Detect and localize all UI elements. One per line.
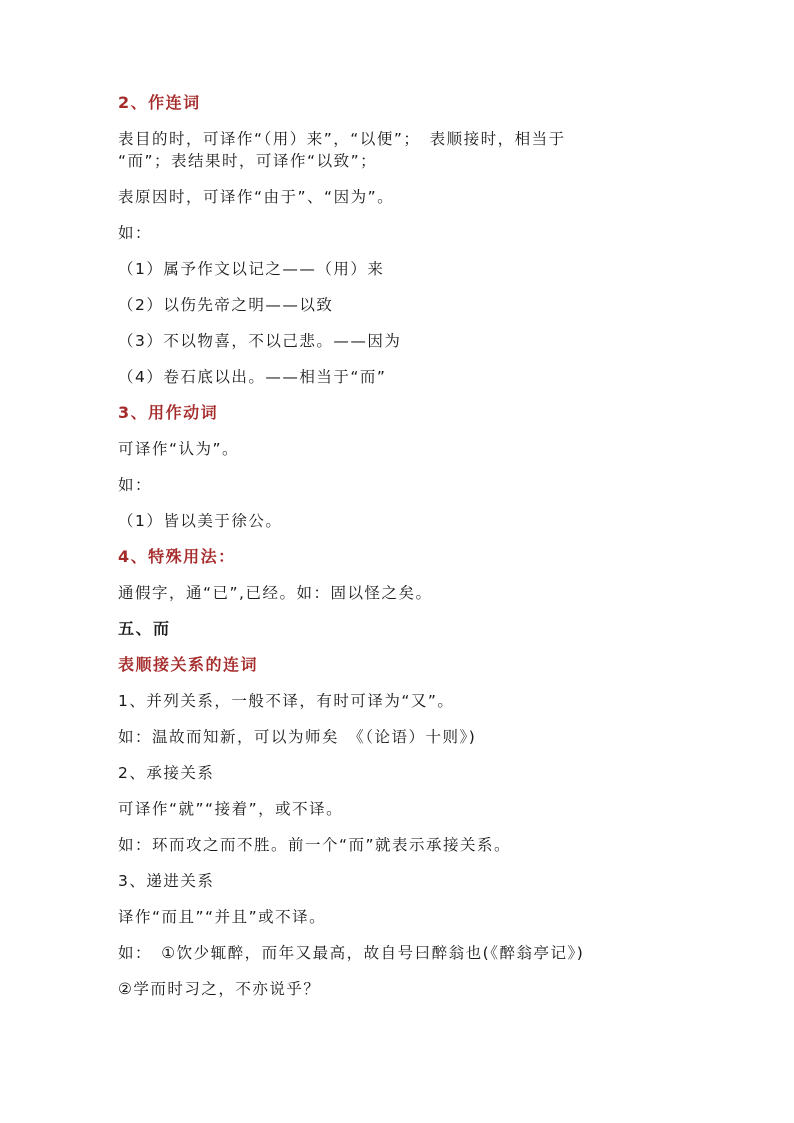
paragraph-line: 1、并列关系，一般不译，有时可译为“又”。 [118,692,455,710]
example-item: （2）以伤先帝之明——以致 [118,296,334,314]
example-label: 如： [118,476,153,494]
paragraph-line: 译作“而且”“并且”或不译。 [118,908,327,926]
example-item: 如：环而攻之而不胜。前一个“而”就表示承接关系。 [118,836,512,854]
document-page [118,92,718,1014]
example-item: 如： ①饮少辄醉，而年又最高，故自号曰醉翁也(《醉翁亭记》) [118,944,585,962]
heading-conjunction: 2、作连词 [118,93,201,112]
paragraph-line: “而”；表结果时，可译作“以致”； [118,152,378,170]
example-item: ②学而时习之，不亦说乎？ [118,980,321,998]
example-item: （1）属予作文以记之——（用）来 [118,260,385,278]
heading-special-usage: 4、特殊用法： [118,547,236,566]
paragraph-line: 表原因时，可译作“由于”、“因为”。 [118,188,395,206]
section-title-er: 五、而 [118,619,171,638]
paragraph-line: 表目的时，可译作“（用）来”，“以便”； 表顺接时，相当于 [118,130,566,148]
heading-verb: 3、用作动词 [118,403,219,422]
example-label: 如： [118,224,153,242]
example-item: （4）卷石底以出。——相当于“而” [118,368,387,386]
paragraph-line: 可译作“认为”。 [118,440,240,458]
paragraph-line: 可译作“就”“接着”，或不译。 [118,800,344,818]
example-item: （1）皆以美于徐公。 [118,512,283,530]
paragraph-line: 通假字，通“已”,已经。如：固以怪之矣。 [118,584,433,602]
subheading: 3、递进关系 [118,872,215,890]
subheading: 2、承接关系 [118,764,215,782]
example-item: 如：温故而知新，可以为师矣 《（论语）十则》) [118,728,477,746]
heading-sequential-conjunction: 表顺接关系的连词 [118,655,259,674]
example-item: （3）不以物喜，不以己悲。——因为 [118,332,402,350]
